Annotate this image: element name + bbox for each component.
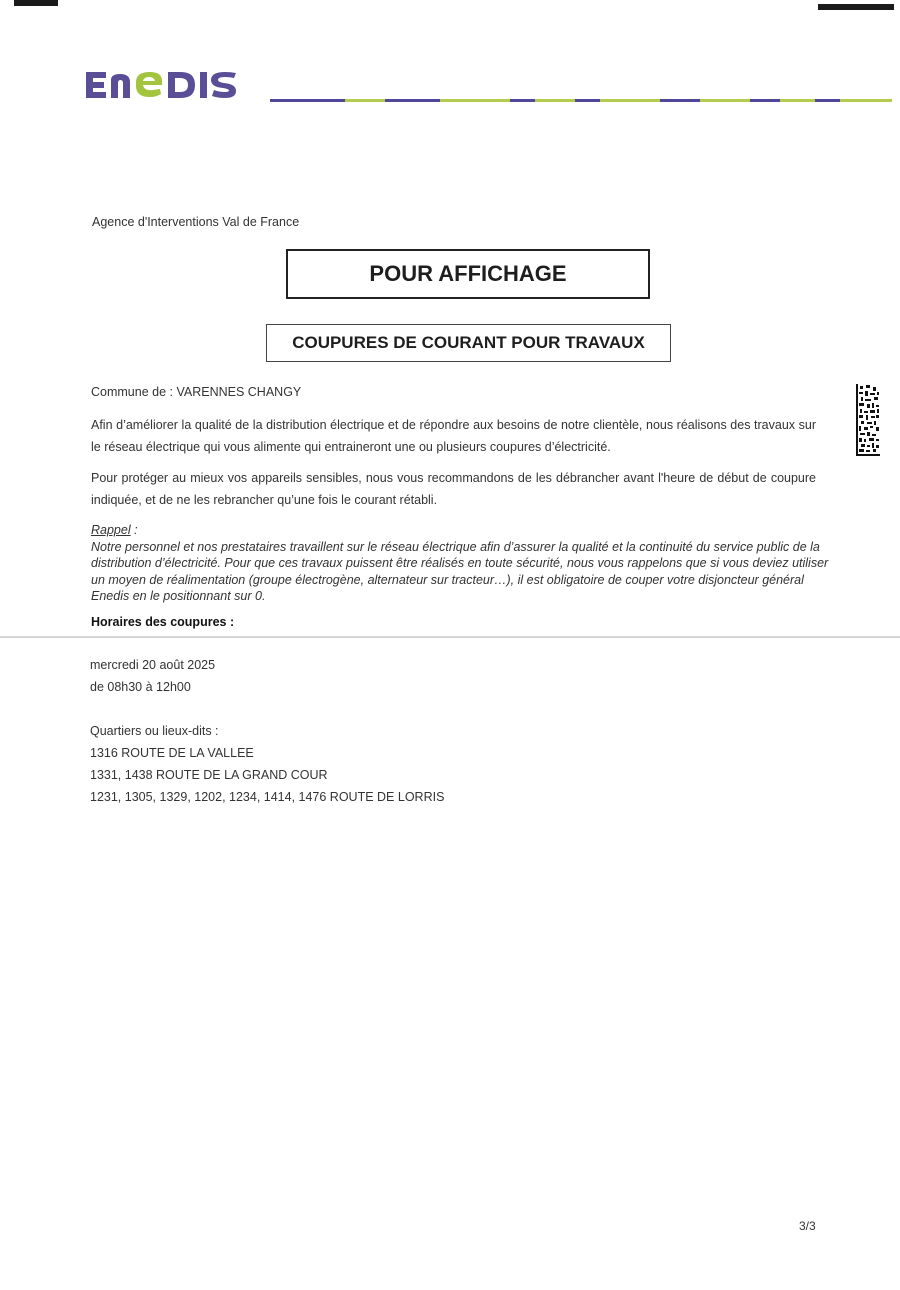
rappel-text: Notre personnel et nos prestataires travaillent sur le réseau électrique afin d’assurer la qualité et la continuité du service public de la distribution d’électricité. Pour que ces travaux puissent être réalisés en toute sécurité, nous vous rappelons que si vous deviez utiliser un moyen de réalimentation (groupe électrogène, alternateur sur tracteur…), il est obligatoire de couper votre disjoncteur général Enedis en le positionnant sur 0. [91, 539, 829, 603]
locations-heading: Quartiers ou lieux-dits : [90, 724, 219, 738]
datamatrix-code-icon [856, 384, 880, 456]
location-item: 1316 ROUTE DE LA VALLEE [90, 746, 254, 760]
horaires-heading: Horaires des coupures : [91, 615, 235, 629]
scan-edge-mark-left [14, 0, 58, 6]
header-rule [270, 99, 892, 102]
enedis-logo [84, 64, 256, 111]
enedis-logo-mark [84, 64, 256, 106]
location-item: 1331, 1438 ROUTE DE LA GRAND COUR [90, 768, 328, 782]
intro-paragraph: Afin d’améliorer la qualité de la distribution électrique et de répondre aux besoins de notre clientèle, nous réalisons des travaux sur le réseau électrique qui vous alimente qui entraineront une ou plusieurs coupures d’électricité. [91, 418, 816, 454]
location-item: 1231, 1305, 1329, 1202, 1234, 1414, 1476 ROUTE DE LORRIS [90, 790, 445, 804]
scan-artifact-line [0, 636, 900, 638]
notice-title: POUR AFFICHAGE [286, 249, 650, 299]
rappel-title-suffix: : [130, 523, 138, 537]
schedule-date: mercredi 20 août 2025 [90, 658, 216, 672]
schedule-time: de 08h30 à 12h00 [90, 680, 191, 694]
page-number: 3/3 [799, 1219, 816, 1233]
commune-line: Commune de : VARENNES CHANGY [91, 385, 302, 399]
agency-name: Agence d'Interventions Val de France [92, 215, 300, 229]
rappel-block [91, 522, 831, 605]
scan-edge-mark-right [818, 4, 894, 10]
protection-paragraph: Pour protéger au mieux vos appareils sensibles, nous vous recommandons de les débrancher avant l'heure de début de coupure indiquée, et de ne les rebrancher qu’une fois le courant rétabli. [91, 471, 816, 507]
rappel-title: Rappel [91, 523, 131, 537]
notice-subtitle: COUPURES DE COURANT POUR TRAVAUX [266, 324, 671, 362]
